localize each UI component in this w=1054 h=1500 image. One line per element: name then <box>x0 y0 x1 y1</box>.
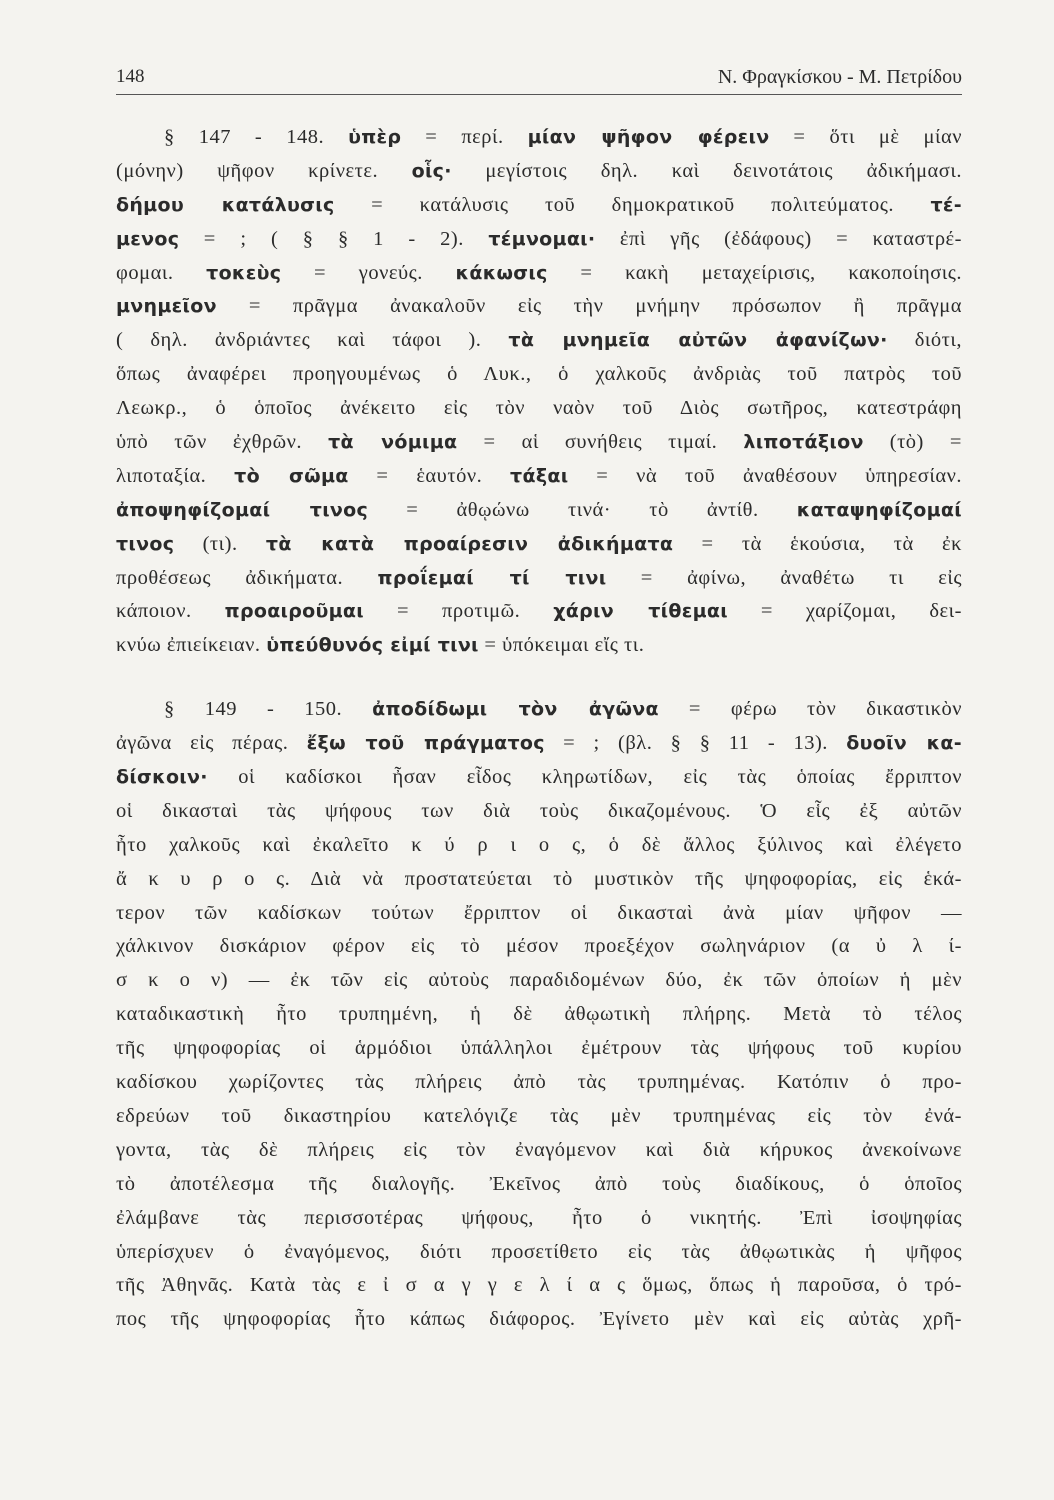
text-line <box>116 426 962 460</box>
term: μίαν ψῆφον φέρειν <box>527 126 770 148</box>
definition: = περί. <box>401 126 528 148</box>
definition: = ἀθῳώνω τινά· τὸ ἀντίθ. <box>368 498 797 521</box>
text-line: τερον τῶν καδίσκων τούτων ἔρριπτον οἱ δικασταὶ ἀνὰ μίαν ψῆφον — <box>116 901 962 924</box>
text-line: πος τῆς ψηφοφορίας ἦτο κάπως διάφορος. Ἐγίνετο μὲν καὶ εἰς αὐτὰς χρῆ- <box>116 1308 962 1331</box>
definition: φομαι. <box>116 261 207 284</box>
text-line <box>116 494 962 528</box>
definition: = κατάλυσις τοῦ δημοκρατικοῦ πολιτεύματος. <box>334 193 931 216</box>
text-line <box>116 392 962 426</box>
definition: προθέσεως ἀδικήματα. <box>116 566 378 589</box>
text-line <box>116 595 962 629</box>
term: τὰ κατὰ προαίρεσιν ἀδικήματα <box>265 532 674 555</box>
definition: λιποταξία. <box>116 464 235 487</box>
definition: = γονεύς. <box>281 261 456 284</box>
definition: (μόνην) ψῆφον κρίνετε. <box>116 159 412 182</box>
term: τὰ μνημεῖα αὐτῶν ἀφανίζων· <box>508 329 888 352</box>
term: τὰ νόμιμα <box>328 431 458 454</box>
text-line <box>116 324 962 358</box>
term: τάξαι <box>510 464 569 487</box>
definition: κάποιον. <box>116 600 225 623</box>
definition: = αἱ συνήθεις τιμαί. <box>457 431 744 454</box>
term: τέμνομαι· <box>488 227 596 250</box>
text-line <box>116 562 962 596</box>
definition: ἀγῶνα εἰς πέρας. <box>116 732 307 755</box>
definition: = πρᾶγμα ἀνακαλοῦν εἰς τὴν μνήμην πρόσωπον ἢ πρᾶγμα <box>216 295 962 318</box>
section-marker: § 149 - 150. <box>164 698 343 721</box>
paragraph-gap <box>116 663 962 693</box>
text-line: ἐλάμβανε τὰς περισσοτέρας ψήφους, ἦτο ὁ νικητής. Ἐπὶ ἰσοψηφίας <box>116 1206 962 1229</box>
text-line: ὑπερίσχυεν ὁ ἐναγόμενος, διότι προσετίθετο εἰς τὰς ἀθῳωτικὰς ἡ ψῆφος <box>116 1240 962 1263</box>
definition: = ; (βλ. § § 11 - 13). <box>544 732 847 755</box>
text-line: εδρεύων τοῦ δικαστηρίου κατελόγιζε τὰς μὲν τρυπημένας εἰς τὸν ἐνά- <box>116 1104 962 1127</box>
text-line <box>116 155 962 189</box>
term: τὸ σῶμα <box>234 464 349 487</box>
text-line: τῆς Ἀθηνᾶς. Κατὰ τὰς ε ἰ σ α γ γ ε λ ί α ς ὅμως, ὅπως ἡ παροῦσα, ὁ τρό- <box>116 1274 962 1297</box>
term: τοκεὺς <box>206 261 282 284</box>
text-line: σ κ ο ν) — ἐκ τῶν εἰς αὐτοὺς παραδιδομένων δύο, ἐκ τῶν ὁποίων ἡ μὲν <box>116 969 962 992</box>
definition: = νὰ τοῦ ἀναθέσουν ὑπηρεσίαν. <box>568 464 962 487</box>
text-line: καδίσκου χωρίζοντες τὰς πλήρεις ἀπὸ τὰς τρυπημένας. Κατόπιν ὁ προ- <box>116 1071 962 1094</box>
term: προΐεμαί τί τινι <box>377 566 607 589</box>
text-line <box>116 358 962 392</box>
definition: Λεωκρ., ὁ ὁποῖος ἀνέκειτο εἰς τὸν ναὸν τοῦ Διὸς σωτῆρος, κατεστράφη <box>116 397 962 420</box>
definition: = ὅτι μὲ μίαν <box>769 126 962 148</box>
term: μνημεῖον <box>116 295 217 318</box>
page-number: 148 <box>116 66 145 87</box>
term: τέ- <box>930 193 962 216</box>
text-line <box>116 629 962 663</box>
definition: = τὰ ἑκούσια, τὰ ἐκ <box>673 532 962 555</box>
text-line: ἦτο χαλκοῦς καὶ ἐκαλεῖτο κ ύ ρ ι ο ς, ὁ δὲ ἄλλος ξύλινος καὶ ἐλέγετο <box>116 833 962 856</box>
definition: μεγίστοις δηλ. καὶ δεινοτάτοις ἀδικήμασι. <box>451 159 962 182</box>
term: μενος <box>116 227 180 250</box>
text-line <box>116 693 962 727</box>
text-line <box>116 121 962 155</box>
text-line: χάλκινον δισκάριον φέρον εἰς τὸ μέσον προεξέχον σωληνάριον (α ὐ λ ί- <box>116 935 962 958</box>
term: δυοῖν κα- <box>846 732 962 755</box>
definition: ὅπως ἀναφέρει προηγουμένως ὁ Λυκ., ὁ χαλκοῦς ἀνδριὰς τοῦ πατρὸς τοῦ <box>116 363 962 386</box>
term: ἀποψηφίζομαί τινος <box>116 498 369 521</box>
definition: ἐπὶ γῆς (ἐδάφους) = καταστρέ- <box>595 227 962 250</box>
text-line: ἄ κ υ ρ ο ς. Διὰ νὰ προστατεύεται τὸ μυστικὸν τῆς ψηφοφορίας, εἰς ἑκά- <box>116 867 962 890</box>
page-header <box>116 64 962 95</box>
running-head: Ν. Φραγκίσκου - Μ. Πετρίδου <box>717 66 962 88</box>
term: προαιροῦμαι <box>224 600 364 623</box>
definition: ὑπὸ τῶν ἐχθρῶν. <box>116 431 329 454</box>
text-line: καταδικαστικὴ ἦτο τρυπημένη, ἡ δὲ ἀθῳωτικὴ πλήρης. Μετὰ τὸ τέλος <box>116 1003 962 1026</box>
definition: = φέρω τὸν δικαστικὸν <box>658 698 962 721</box>
definition: = προτιμῶ. <box>364 600 554 623</box>
term: καταψηφίζομαί <box>796 498 962 521</box>
text-line <box>116 727 962 761</box>
term: ὑπὲρ <box>348 126 402 148</box>
definition: οἱ καδίσκοι ἦσαν εἶδος κληρωτίδων, εἰς τὰς ὁποίας ἔρριπτον <box>207 766 962 789</box>
term: ἔξω τοῦ πράγματος <box>306 732 545 755</box>
text-line <box>116 223 962 257</box>
definition: = ὑπόκειμαι εἴς τι. <box>478 634 645 657</box>
text-line <box>116 761 962 795</box>
text-line: γοντα, τὰς δὲ πλήρεις εἰς τὸν ἐναγόμενον καὶ διὰ κήρυκος ἀνεκοίνωνε <box>116 1138 962 1161</box>
term: λιποτάξιον <box>743 431 864 454</box>
definition: κνύω ἐπιείκειαν. <box>116 634 267 657</box>
term: τινος <box>116 532 175 555</box>
text-line <box>116 189 962 223</box>
text-line: τὸ ἀποτέλεσμα τῆς διαλογῆς. Ἐκεῖνος ἀπὸ τοὺς διαδίκους, ὁ ὁποῖος <box>116 1172 962 1195</box>
definition: (τὸ) = <box>863 431 962 454</box>
term: οἷς· <box>411 159 452 182</box>
section-marker: § 147 - 148. <box>164 126 325 148</box>
text-line: οἱ δικασταὶ τὰς ψήφους των διὰ τοὺς δικαζομένους. Ὁ εἷς ἐξ αὐτῶν <box>116 799 962 822</box>
definition: ( δηλ. ἀνδριάντες καὶ τάφοι ). <box>116 329 509 352</box>
term: ἀποδίδωμι τὸν ἀγῶνα <box>372 698 659 721</box>
page-body <box>116 121 962 1337</box>
text-line: τῆς ψηφοφορίας οἱ ἁρμόδιοι ὑπάλληλοι ἐμέτρουν τὰς ψήφους τοῦ κυρίου <box>116 1037 962 1060</box>
text-line <box>116 257 962 291</box>
term: χάριν τίθεμαι <box>553 600 728 623</box>
term: δήμου κατάλυσις <box>116 193 335 216</box>
definition: = ἑαυτόν. <box>348 464 511 487</box>
definition: (τι). <box>174 532 266 555</box>
text-line <box>116 528 962 562</box>
definition: = κακὴ μεταχείρισις, κακοποίησις. <box>547 261 962 284</box>
text-line <box>116 460 962 494</box>
definition: = ἀφίνω, ἀναθέτω τι εἰς <box>606 566 962 589</box>
text-line <box>116 290 962 324</box>
term: δίσκοιν· <box>116 766 208 789</box>
term: κάκωσις <box>455 261 548 284</box>
definition: = ; ( § § 1 - 2). <box>179 227 489 250</box>
definition: διότι, <box>887 329 962 352</box>
term: ὑπεύθυνός εἰμί τινι <box>266 634 479 657</box>
definition: = χαρίζομαι, δει- <box>727 600 962 623</box>
